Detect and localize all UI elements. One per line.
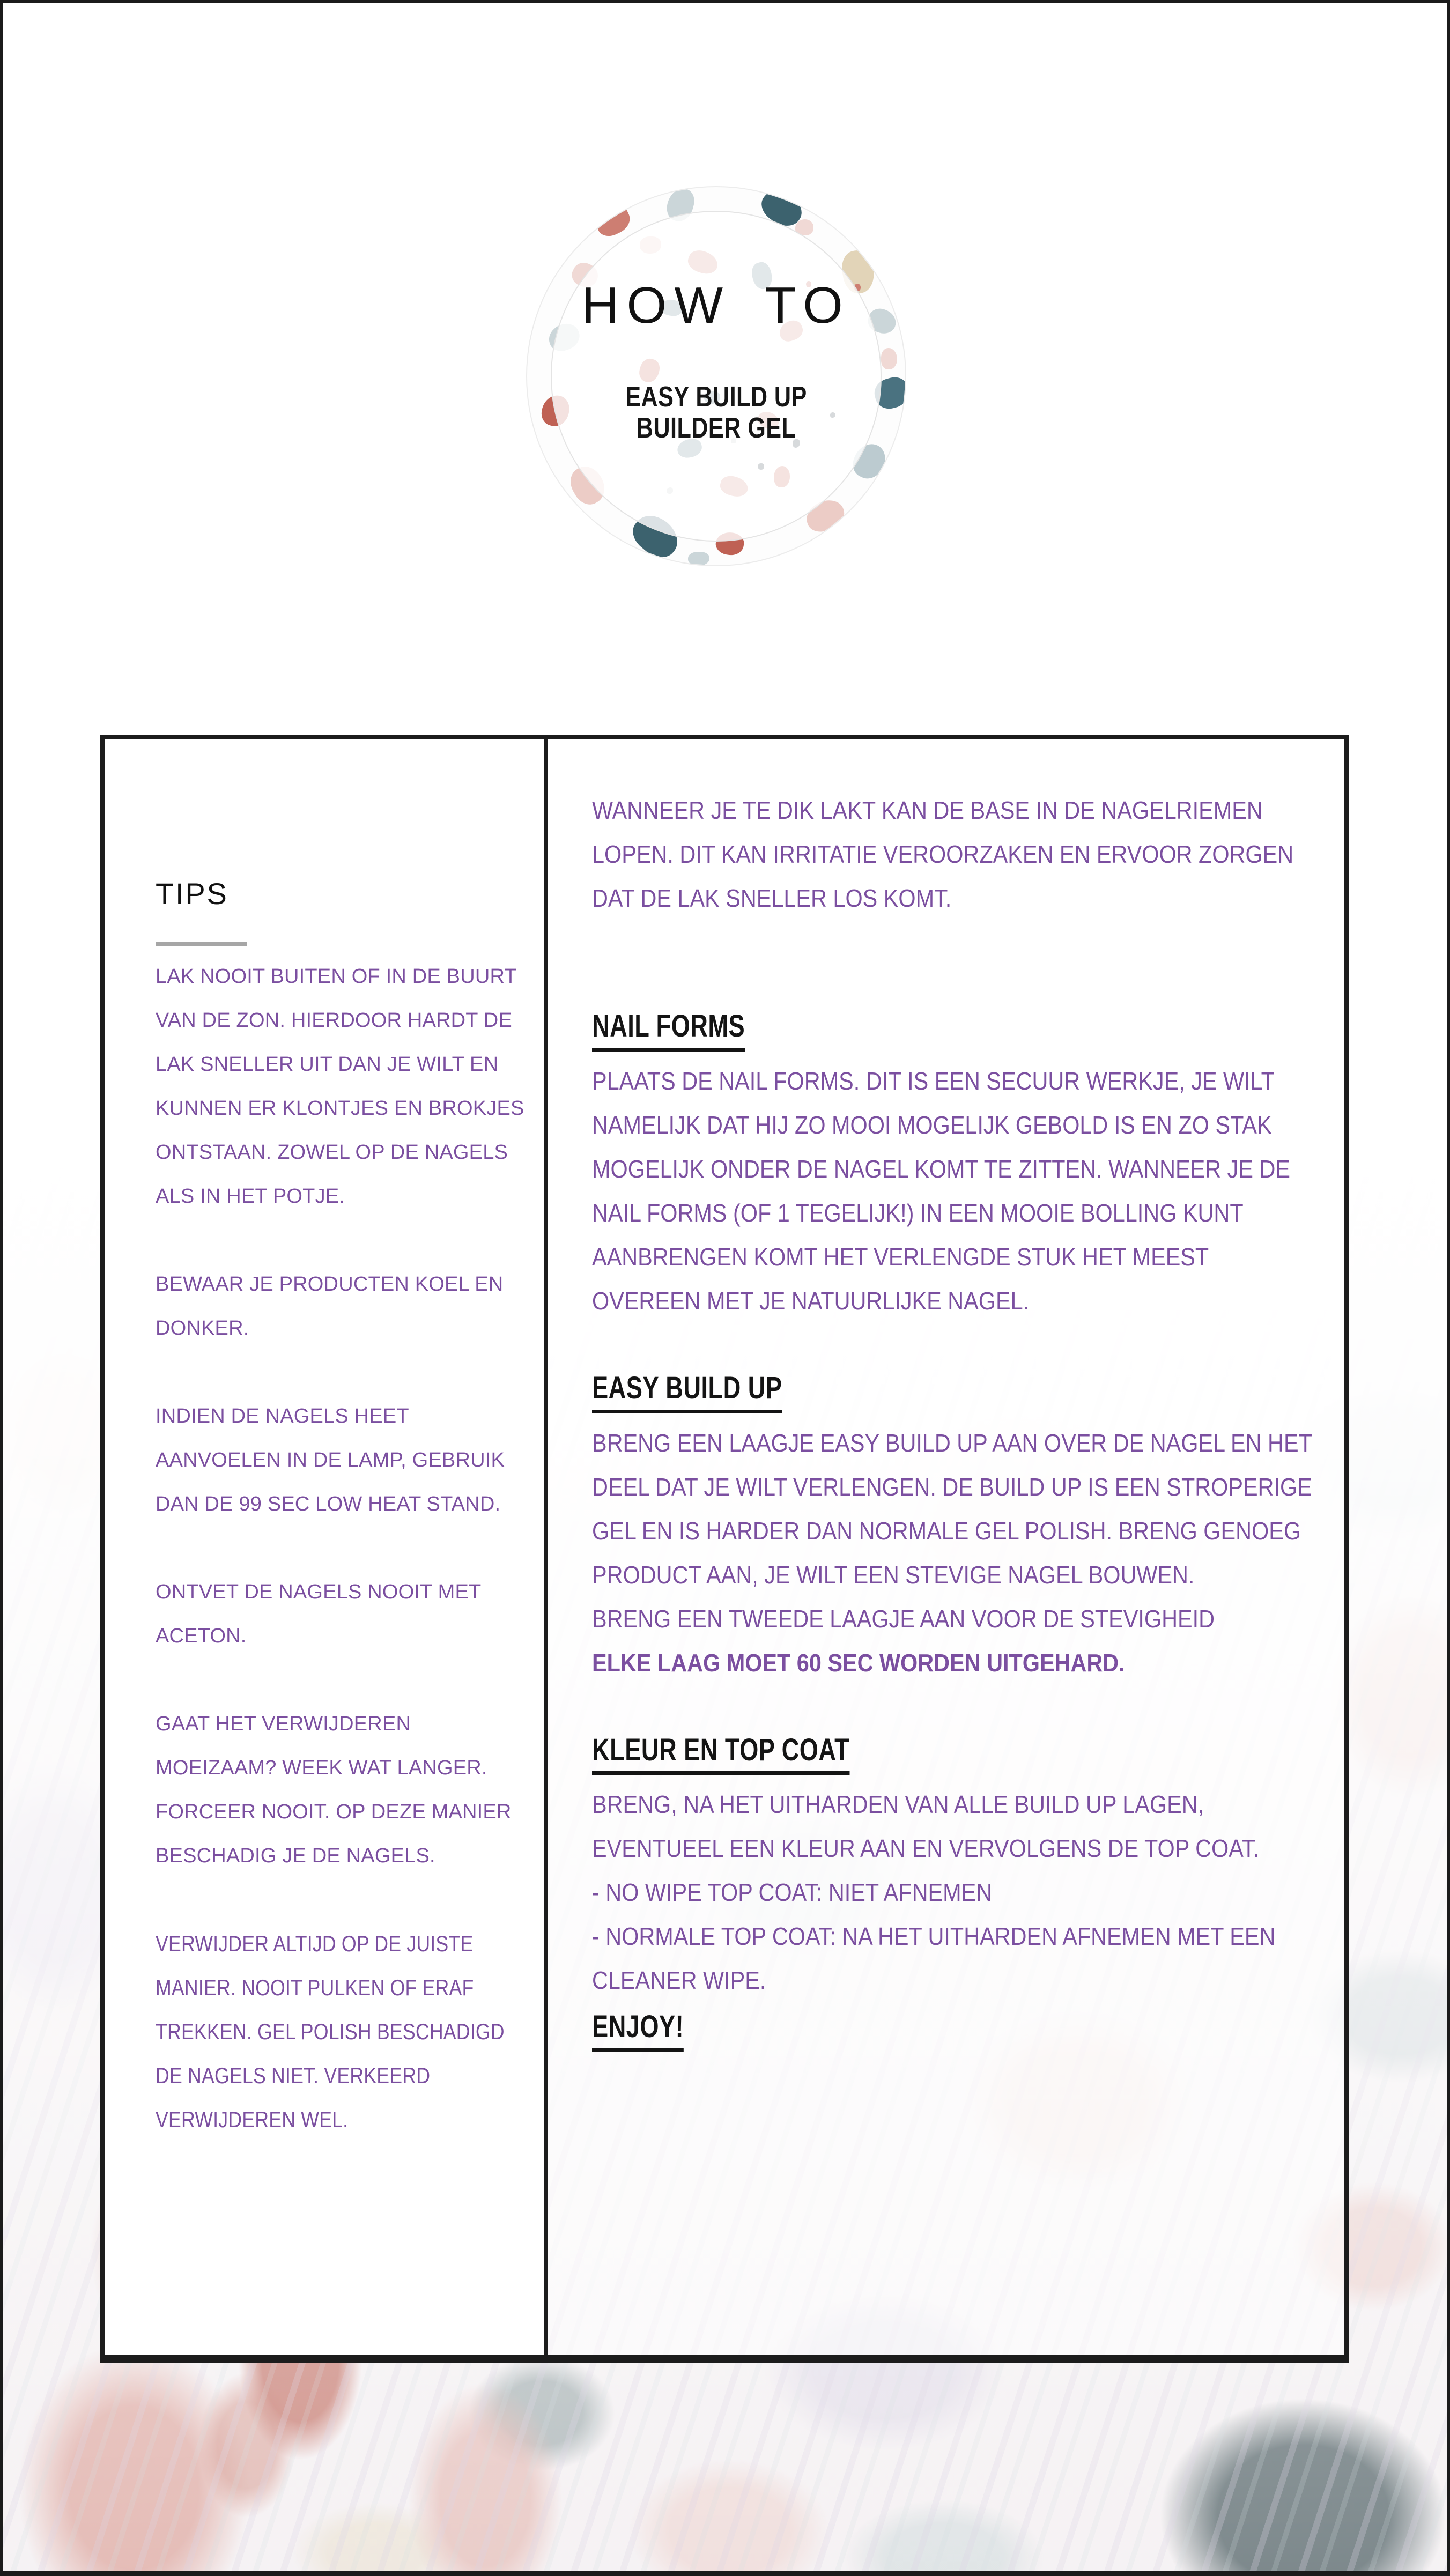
- tip-item: VERWIJDER ALTIJD OP DE JUISTE MANIER. NOOIT PULKEN OF ERAF TREKKEN. GEL POLISH BESCHADIGD DE NAGELS NIET. VERKEERD VERWIJDEREN WEL.: [156, 1931, 505, 2133]
- section-body: PLAATS DE NAIL FORMS. DIT IS EEN SECUUR WERKJE, JE WILT NAMELIJK DAT HIJ ZO MOOI MOGELIJK GEBOLD IS EN ZO STAK MOGELIJK ONDER DE NAGEL KOMT TE ZITTEN. WANNEER JE DE NAIL FORMS (OF 1 TEGELIJK!) IN EEN MOOIE BOLLING KUNT AANBRENGEN KOMT HET VERLENGDE STUK HET MEEST OVEREEN MET JE NATUURLIJKE NAGEL.: [592, 1067, 1290, 1315]
- section-body: BRENG, NA HET UITHARDEN VAN ALLE BUILD UP LAGEN, EVENTUEEL EEN KLEUR AAN EN VERVOLGENS DE TOP COAT.: [592, 1790, 1259, 1863]
- section-emphasis: ELKE LAAG MOET 60 SEC WORDEN UITGEHARD.: [592, 1648, 1125, 1677]
- logo-text: [527, 187, 905, 565]
- logo-subtitle-line1: EASY BUILD UP: [625, 380, 807, 413]
- section-body: BRENG EEN LAAGJE EASY BUILD UP AAN OVER DE NAGEL EN HET DEEL DAT JE WILT VERLENGEN. DE BUILD UP IS EEN STROPERIGE GEL EN IS HARDER DAN NORMALE GEL POLISH. BRENG GENOEG PRODUCT AAN, JE WILT EEN STEVIGE NAGEL BOUWEN.: [592, 1428, 1312, 1589]
- tip-item: BEWAAR JE PRODUCTEN KOEL EN DONKER.: [156, 1273, 504, 1340]
- logo-title: HOW TO: [581, 277, 851, 334]
- closing-enjoy: ENJOY!: [592, 2010, 1154, 2052]
- tip-item: LAK NOOIT BUITEN OF IN DE BUURT VAN DE ZON. HIERDOOR HARDT DE LAK SNELLER UIT DAN JE WILT EN KUNNEN ER KLONTJES EN BROKJES ONTSTAAN. ZOWEL OP DE NAGELS ALS IN HET POTJE.: [156, 965, 524, 1208]
- bullet-line: - NO WIPE TOP COAT: NIET AFNEMEN: [592, 1878, 993, 1907]
- section-heading-kleur-en-top-coat: KLEUR EN TOP COAT: [592, 1733, 1154, 1775]
- bullet-line: - NORMALE TOP COAT: NA HET UITHARDEN AFNEMEN MET EEN CLEANER WIPE.: [592, 1922, 1276, 1995]
- instruction-card: [100, 735, 1349, 2363]
- tip-item: ONTVET DE NAGELS NOOIT MET ACETON.: [156, 1581, 481, 1648]
- logo-subtitle: [625, 381, 807, 443]
- tips-divider-line: [156, 942, 247, 946]
- tip-item: INDIEN DE NAGELS HEET AANVOELEN IN DE LAMP, GEBRUIK DAN DE 99 SEC LOW HEAT STAND.: [156, 1405, 505, 1516]
- section-heading-nail-forms: NAIL FORMS: [592, 1009, 1154, 1052]
- tips-heading: TIPS: [156, 877, 228, 911]
- logo-subtitle-line2: BUILDER GEL: [636, 411, 796, 444]
- logo-badge: [526, 186, 906, 566]
- instructions-column: [548, 739, 1344, 2355]
- section-heading-easy-build-up: EASY BUILD UP: [592, 1371, 1154, 1413]
- section-note: BRENG EEN TWEEDE LAAGJE AAN VOOR DE STEVIGHEID: [592, 1604, 1215, 1633]
- tips-column: [105, 739, 548, 2355]
- intro-paragraph: WANNEER JE TE DIK LAKT KAN DE BASE IN DE NAGELRIEMEN LOPEN. DIT KAN IRRITATIE VEROORZAKEN EN ERVOOR ZORGEN DAT DE LAK SNELLER LOS KOMT.: [592, 796, 1294, 912]
- tip-item: GAAT HET VERWIJDEREN MOEIZAAM? WEEK WAT LANGER. FORCEER NOOIT. OP DEZE MANIER BESCHADIG JE DE NAGELS.: [156, 1713, 512, 1868]
